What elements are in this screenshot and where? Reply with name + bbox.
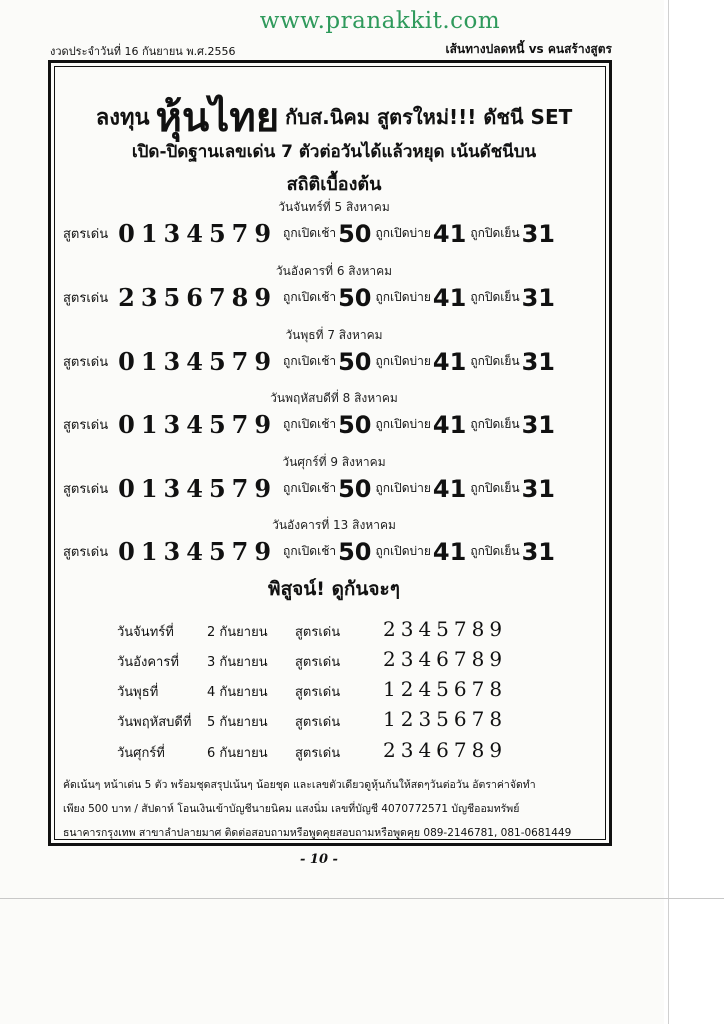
proof-date: 5 กันยายน bbox=[207, 715, 268, 730]
stat-row bbox=[63, 347, 613, 376]
proof-row bbox=[117, 617, 587, 643]
midday-value: 41 bbox=[432, 219, 467, 248]
page-number: - 10 - bbox=[300, 852, 338, 867]
proof-label: สูตรเด่น bbox=[295, 655, 341, 670]
close-label: ถูกปิดเย็น bbox=[470, 481, 520, 495]
stat-digits: 0134579 bbox=[118, 474, 278, 503]
stat-label: สูตรเด่น bbox=[63, 227, 109, 242]
issue-date: งวดประจำวันที่ 16 กันยายน พ.ศ.2556 bbox=[50, 45, 236, 58]
midday-value: 41 bbox=[432, 283, 467, 312]
proof-digits: 2346789 bbox=[383, 647, 508, 671]
midday-label: ถูกเปิดบ่าย bbox=[375, 354, 431, 368]
watermark: www.pranakkit.com bbox=[259, 8, 501, 34]
open-label: ถูกเปิดเช้า bbox=[283, 417, 337, 431]
stat-label: สูตรเด่น bbox=[63, 291, 109, 306]
open-label: ถูกเปิดเช้า bbox=[283, 354, 337, 368]
stat-label: สูตรเด่น bbox=[63, 482, 109, 497]
close-label: ถูกปิดเย็น bbox=[470, 417, 520, 431]
headline-suffix: กับส.นิคม สูตรใหม่!!! ดัชนี SET bbox=[285, 105, 573, 129]
stat-day: วันพฤหัสบดีที่ 8 สิงหาคม bbox=[270, 391, 398, 405]
proof-date: 4 กันยายน bbox=[207, 685, 268, 700]
stat-row bbox=[63, 219, 613, 248]
open-value: 50 bbox=[338, 283, 372, 312]
stat-row bbox=[63, 474, 613, 503]
proof-digits: 1235678 bbox=[383, 707, 508, 731]
midday-value: 41 bbox=[432, 474, 467, 503]
footer-line: เพียง 500 บาท / สัปดาห์ โอนเงินเข้าบัญชีนายนิคม แสงนิ่ม เลขที่บัญชี 4070772571 บัญชีออมทรัพย์ bbox=[63, 803, 520, 815]
stat-digits: 0134579 bbox=[118, 537, 278, 566]
footer-text bbox=[63, 773, 609, 845]
open-value: 50 bbox=[338, 219, 372, 248]
midday-label: ถูกเปิดบ่าย bbox=[375, 290, 431, 304]
proof-date: 2 กันยายน bbox=[207, 625, 268, 640]
stat-day: วันศุกร์ที่ 9 สิงหาคม bbox=[282, 455, 386, 469]
proof-day: วันพุธที่ bbox=[117, 685, 159, 700]
midday-label: ถูกเปิดบ่าย bbox=[375, 226, 431, 240]
stat-day: วันพุธที่ 7 สิงหาคม bbox=[285, 328, 383, 342]
stat-label: สูตรเด่น bbox=[63, 545, 109, 560]
proof-digits: 2345789 bbox=[383, 617, 508, 641]
close-value: 31 bbox=[521, 219, 556, 248]
stat-digits: 2356789 bbox=[118, 283, 278, 312]
article-frame bbox=[48, 60, 612, 846]
subheadline: เปิด-ปิดฐานเลขเด่น 7 ตัวต่อวันได้แล้วหยุด เน้นดัชนีบน bbox=[131, 142, 537, 162]
stat-row bbox=[63, 410, 613, 439]
stat-digits: 0134579 bbox=[118, 219, 278, 248]
open-value: 50 bbox=[338, 537, 372, 566]
open-value: 50 bbox=[338, 410, 372, 439]
open-label: ถูกเปิดเช้า bbox=[283, 290, 337, 304]
proof-label: สูตรเด่น bbox=[295, 746, 341, 761]
headline-prefix: ลงทุน bbox=[95, 105, 150, 131]
page-fold-line bbox=[0, 898, 724, 899]
article-frame-inner bbox=[54, 66, 606, 840]
footer-line: ธนาคารกรุงเทพ สาขาลำปลายมาศ ติดต่อสอบถามหรือพูดคุยสอบถามหรือพูดคุย 089-2146781, 081-0681449 bbox=[63, 827, 572, 839]
proof-row bbox=[117, 738, 587, 764]
close-value: 31 bbox=[521, 474, 556, 503]
proof-row bbox=[117, 647, 587, 673]
proof-row bbox=[117, 677, 587, 703]
close-label: ถูกปิดเย็น bbox=[470, 290, 520, 304]
proof-digits: 2346789 bbox=[383, 738, 508, 762]
midday-value: 41 bbox=[432, 537, 467, 566]
close-value: 31 bbox=[521, 410, 556, 439]
proof-day: วันศุกร์ที่ bbox=[117, 746, 165, 761]
proof-digits: 1245678 bbox=[383, 677, 508, 701]
close-label: ถูกปิดเย็น bbox=[470, 226, 520, 240]
open-value: 50 bbox=[338, 347, 372, 376]
stat-day: วันอังคารที่ 13 สิงหาคม bbox=[272, 518, 396, 532]
scan-margin bbox=[664, 0, 724, 1024]
stat-day: วันอังคารที่ 6 สิงหาคม bbox=[275, 264, 393, 278]
proof-label: สูตรเด่น bbox=[295, 715, 341, 730]
stat-row bbox=[63, 537, 613, 566]
close-label: ถูกปิดเย็น bbox=[470, 354, 520, 368]
stat-day: วันจันทร์ที่ 5 สิงหาคม bbox=[278, 200, 390, 214]
open-label: ถูกเปิดเช้า bbox=[283, 544, 337, 558]
stat-digits: 0134579 bbox=[118, 347, 278, 376]
proof-title: พิสูจน์! ดูกันจะๆ bbox=[268, 578, 400, 600]
close-label: ถูกปิดเย็น bbox=[470, 544, 520, 558]
headline-big: หุ้นไทย bbox=[155, 94, 280, 141]
open-value: 50 bbox=[338, 474, 372, 503]
magazine-title: เส้นทางปลดหนี้ vs คนสร้างสูตร bbox=[445, 42, 612, 56]
midday-label: ถูกเปิดบ่าย bbox=[375, 481, 431, 495]
stat-label: สูตรเด่น bbox=[63, 355, 109, 370]
proof-date: 6 กันยายน bbox=[207, 746, 268, 761]
proof-day: วันพฤหัสบดีที่ bbox=[117, 715, 192, 730]
midday-label: ถูกเปิดบ่าย bbox=[375, 417, 431, 431]
page-edge bbox=[668, 0, 669, 1024]
close-value: 31 bbox=[521, 347, 556, 376]
proof-day: วันจันทร์ที่ bbox=[117, 625, 174, 640]
proof-label: สูตรเด่น bbox=[295, 685, 341, 700]
midday-value: 41 bbox=[432, 410, 467, 439]
close-value: 31 bbox=[521, 537, 556, 566]
stat-row bbox=[63, 283, 613, 312]
footer-line: คัดเน้นๆ หน้าเด่น 5 ตัว พร้อมชุดสรุปเน้นๆ น้อยชุด และเลขตัวเดียวดูหุ้นก้นให้สดๆวันต่อวัน อัตราค่าจัดทำ bbox=[63, 779, 536, 791]
open-label: ถูกเปิดเช้า bbox=[283, 481, 337, 495]
proof-label: สูตรเด่น bbox=[295, 625, 341, 640]
stat-label: สูตรเด่น bbox=[63, 418, 109, 433]
close-value: 31 bbox=[521, 283, 556, 312]
open-label: ถูกเปิดเช้า bbox=[283, 226, 337, 240]
stat-digits: 0134579 bbox=[118, 410, 278, 439]
midday-label: ถูกเปิดบ่าย bbox=[375, 544, 431, 558]
midday-value: 41 bbox=[432, 347, 467, 376]
section-title: สถิติเบื้องต้น bbox=[286, 174, 382, 195]
proof-date: 3 กันยายน bbox=[207, 655, 268, 670]
proof-row bbox=[117, 707, 587, 733]
proof-day: วันอังคารที่ bbox=[117, 655, 179, 670]
